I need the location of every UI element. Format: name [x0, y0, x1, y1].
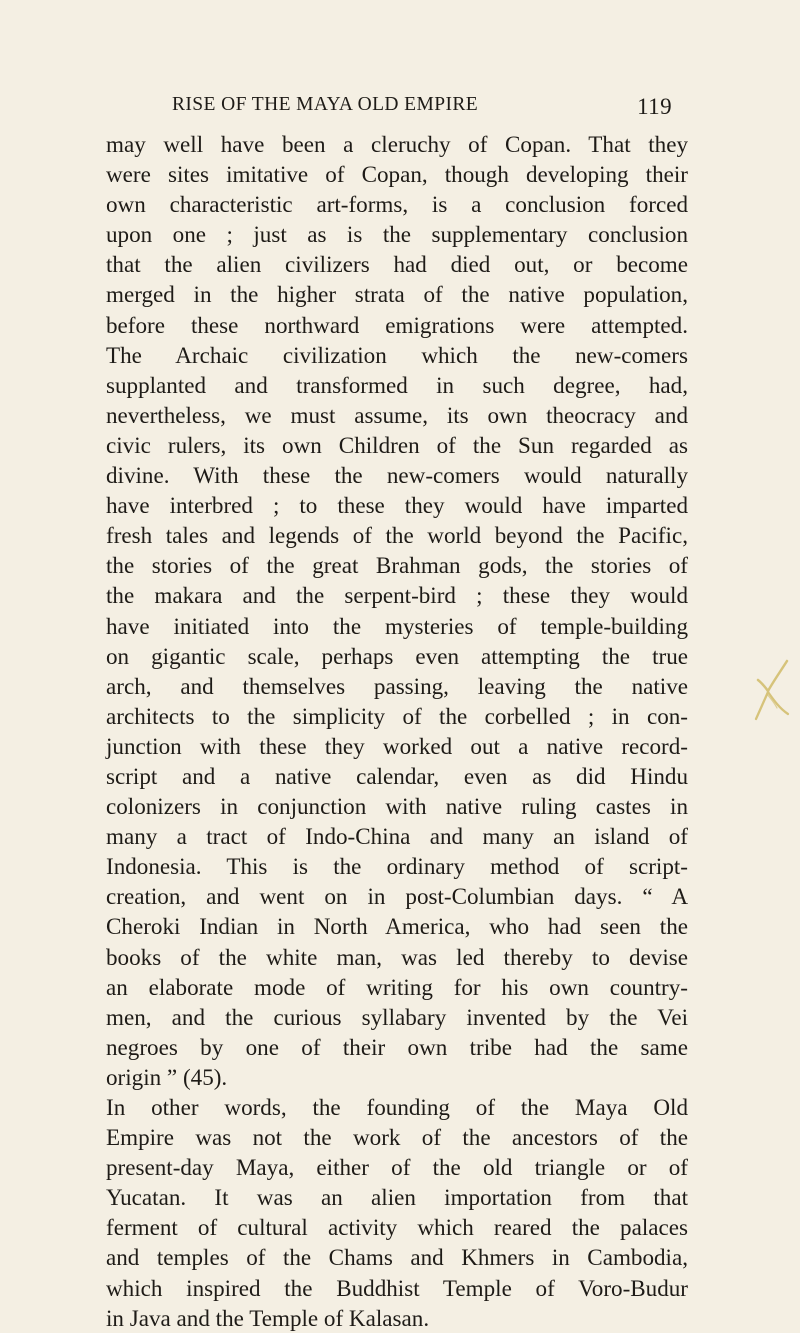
text-line: junction with these they worked out a native record- — [106, 732, 688, 759]
text-line: own characteristic art-forms, is a conclusion forced — [106, 191, 688, 218]
running-head: RISE OF THE MAYA OLD EMPIRE — [172, 94, 479, 115]
text-line: on gigantic scale, perhaps even attempting the true — [106, 642, 688, 669]
text-line: the makara and the serpent-bird ; these they would — [106, 582, 688, 609]
text-line: Yucatan. It was an alien importation from that — [106, 1184, 688, 1211]
text-line: present-day Maya, either of the old triangle or of — [106, 1154, 688, 1181]
text-line: the stories of the great Brahman gods, the stories of — [106, 552, 688, 579]
text-line: colonizers in conjunction with native ruling castes in — [106, 793, 688, 820]
text-line: Cheroki Indian in North America, who had seen the — [106, 913, 688, 940]
text-line: divine. With these the new-comers would naturally — [106, 462, 688, 489]
text-line: civic rulers, its own Children of the Sun regarded as — [106, 431, 688, 458]
text-line: many a tract of Indo-China and many an island of — [106, 823, 688, 850]
text-line: script and a native calendar, even as did Hindu — [106, 762, 688, 789]
text-line: books of the white man, was led thereby to devise — [106, 943, 688, 970]
text-line: The Archaic civilization which the new-comers — [106, 341, 688, 368]
text-line: were sites imitative of Copan, though developing their — [106, 161, 688, 188]
text-line: Indonesia. This is the ordinary method of script- — [106, 853, 688, 880]
text-line: negroes by one of their own tribe had the same — [106, 1033, 688, 1060]
text-line: in Java and the Temple of Kalasan. — [106, 1304, 430, 1331]
text-line: origin ” (45). — [106, 1063, 228, 1090]
text-line: an elaborate mode of writing for his own country- — [106, 973, 688, 1000]
text-line: have initiated into the mysteries of temple-building — [106, 612, 688, 639]
text-line: ferment of cultural activity which reared the palaces — [106, 1214, 688, 1241]
text-line: merged in the higher strata of the native population, — [106, 281, 688, 308]
page-number: 119 — [637, 94, 672, 119]
text-line: arch, and themselves passing, leaving the native — [106, 672, 688, 699]
body-text — [106, 129, 688, 1333]
text-line: creation, and went on in post-Columbian days. “ A — [106, 883, 688, 910]
text-line: nevertheless, we must assume, its own theocracy and — [106, 401, 688, 428]
text-line: fresh tales and legends of the world beyond the Pacific, — [106, 522, 688, 549]
text-line: Empire was not the work of the ancestors of the — [106, 1124, 688, 1151]
text-line: may well have been a cleruchy of Copan. That they — [106, 131, 688, 157]
text-line: and temples of the Chams and Khmers in Cambodia, — [106, 1244, 688, 1271]
text-line: before these northward emigrations were attempted. — [106, 311, 688, 338]
text-line: men, and the curious syllabary invented by the Vei — [106, 1003, 688, 1030]
text-line: that the alien civilizers had died out, or become — [106, 251, 688, 278]
text-line: which inspired the Buddhist Temple of Voro-Budur — [106, 1274, 688, 1301]
text-line: In other words, the founding of the Maya Old — [106, 1094, 688, 1120]
text-line: have interbred ; to these they would have imparted — [106, 492, 688, 519]
pencil-check-mark-icon — [752, 658, 794, 736]
text-line: supplanted and transformed in such degree, had, — [106, 371, 688, 398]
page-header — [172, 94, 672, 122]
text-line: upon one ; just as is the supplementary conclusion — [106, 221, 688, 248]
text-line: architects to the simplicity of the corbelled ; in con- — [106, 702, 688, 729]
